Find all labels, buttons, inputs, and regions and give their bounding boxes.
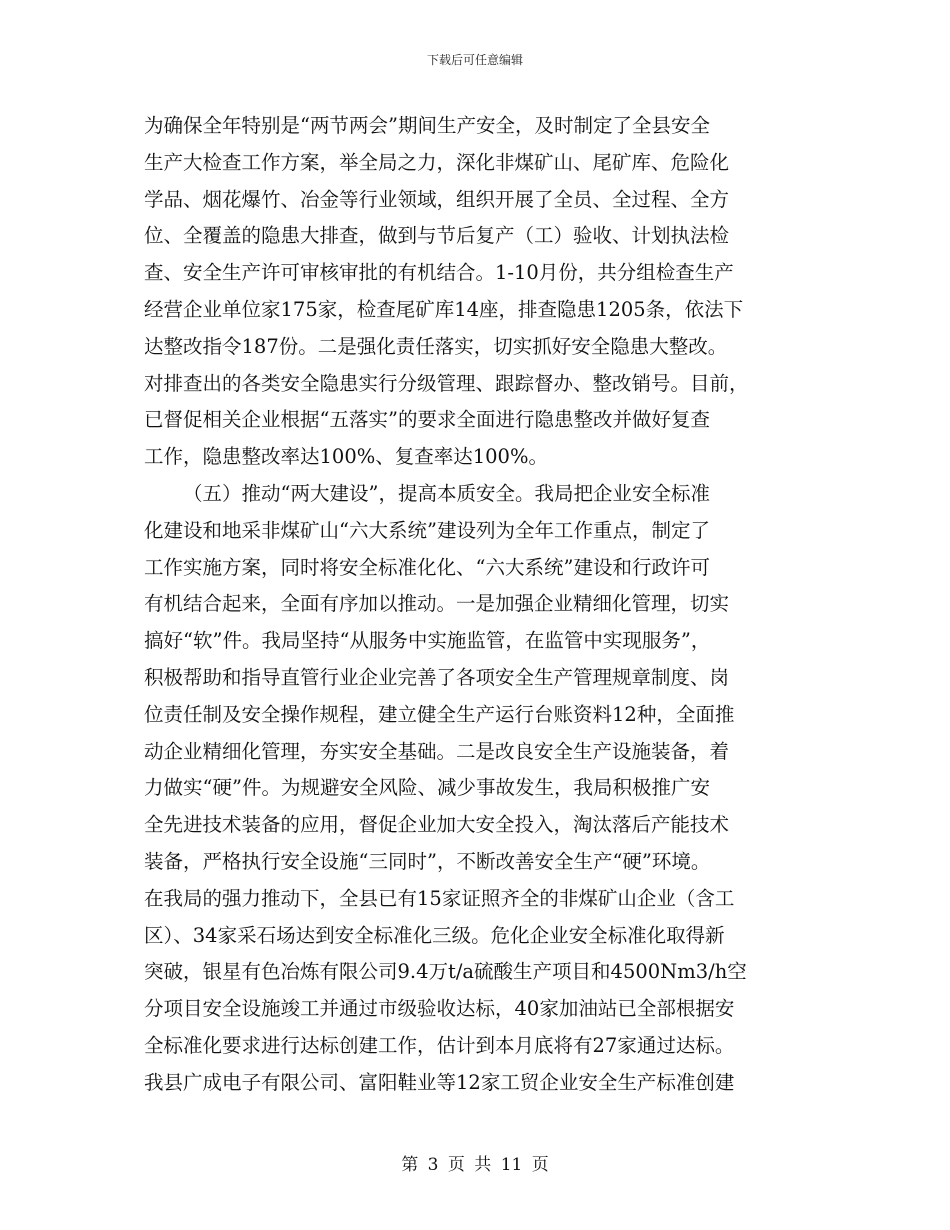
text-line: 有机结合起来，全面有序加以推动。一是加强企业精细化管理，切实 [144, 592, 730, 616]
text-line: 学品、烟花爆竹、冶金等行业领域，组织开展了全员、全过程、全方 [144, 187, 730, 211]
text-line: 力做实“硬”件。为规避安全风险、减少事故发生，我局积极推广安 [144, 776, 710, 800]
text-line: 在我局的强力推动下，全县已有15家证照齐全的非煤矿山企业（含工 [144, 886, 735, 910]
text-line: 搞好“软”件。我局坚持“从服务中实施监管，在监管中实现服务”， [144, 629, 711, 653]
text-line: 查、安全生产许可审核审批的有机结合。1-10月份，共分组检查生产 [144, 261, 734, 285]
document-body [144, 108, 804, 1102]
text-line: 达整改指令187份。二是强化责任落实，切实抓好安全隐患大整改。 [144, 334, 728, 358]
text-line: 装备，严格执行安全设施“三同时”，不断改善安全生产“硬”环境。 [144, 849, 711, 873]
text-line: 生产大检查工作方案，举全局之力，深化非煤矿山、尾矿库、危险化 [144, 150, 730, 174]
text-line: 经营企业单位家175家，检查尾矿库14座，排查隐患1205条，依法下 [144, 297, 744, 321]
text-line: 积极帮助和指导直管行业企业完善了各项安全生产管理规章制度、岗 [144, 665, 730, 689]
text-line: 我县广成电子有限公司、富阳鞋业等12家工贸企业安全生产标准创建 [144, 1070, 735, 1094]
text-line: 已督促相关企业根据“五落实”的要求全面进行隐患整改并做好复查 [144, 408, 710, 432]
text-line: 位责任制及安全操作规程，建立健全生产运行台账资料12种，全面推 [144, 702, 735, 726]
text-line: 化建设和地采非煤矿山“六大系统”建设列为全年工作重点，制定了 [144, 518, 710, 542]
page-header-note: 下载后可任意编辑 [426, 53, 523, 67]
text-line: 全标准化要求进行达标创建工作，估计到本月底将有27家通过达标。 [144, 1033, 735, 1057]
text-line: 工作实施方案，同时将安全标准化化、“六大系统”建设和行政许可 [144, 555, 710, 579]
text-line: 工作，隐患整改率达100%、复查率达100%。 [144, 445, 548, 469]
text-line: 全先进技术装备的应用，督促企业加大安全投入，淘汰落后产能技术 [144, 813, 730, 837]
text-line: 对排查出的各类安全隐患实行分级管理、跟踪督办、整改销号。目前， [144, 371, 749, 395]
text-line: 区）、34家采石场达到安全标准化三级。危化企业安全标准化取得新 [144, 923, 725, 947]
text-line: 动企业精细化管理，夯实安全基础。二是改良安全生产设施装备，着 [144, 739, 730, 763]
text-line: 位、全覆盖的隐患大排查，做到与节后复产（工）验收、计划执法检 [144, 224, 730, 248]
text-line: 分项目安全设施竣工并通过市级验收达标，40家加油站已全部根据安 [144, 997, 735, 1021]
paragraph-start-line: （五）推动“两大建设”，提高本质安全。我局把企业安全标准 [183, 481, 710, 505]
text-line: 突破，银星有色冶炼有限公司9.4万t/a硫酸生产项目和4500Nm3/h空 [144, 960, 747, 984]
text-line: 为确保全年特别是“两节两会”期间生产安全，及时制定了全县安全 [144, 114, 710, 137]
page-number-footer: 第 3 页 共 11 页 [401, 1155, 549, 1175]
